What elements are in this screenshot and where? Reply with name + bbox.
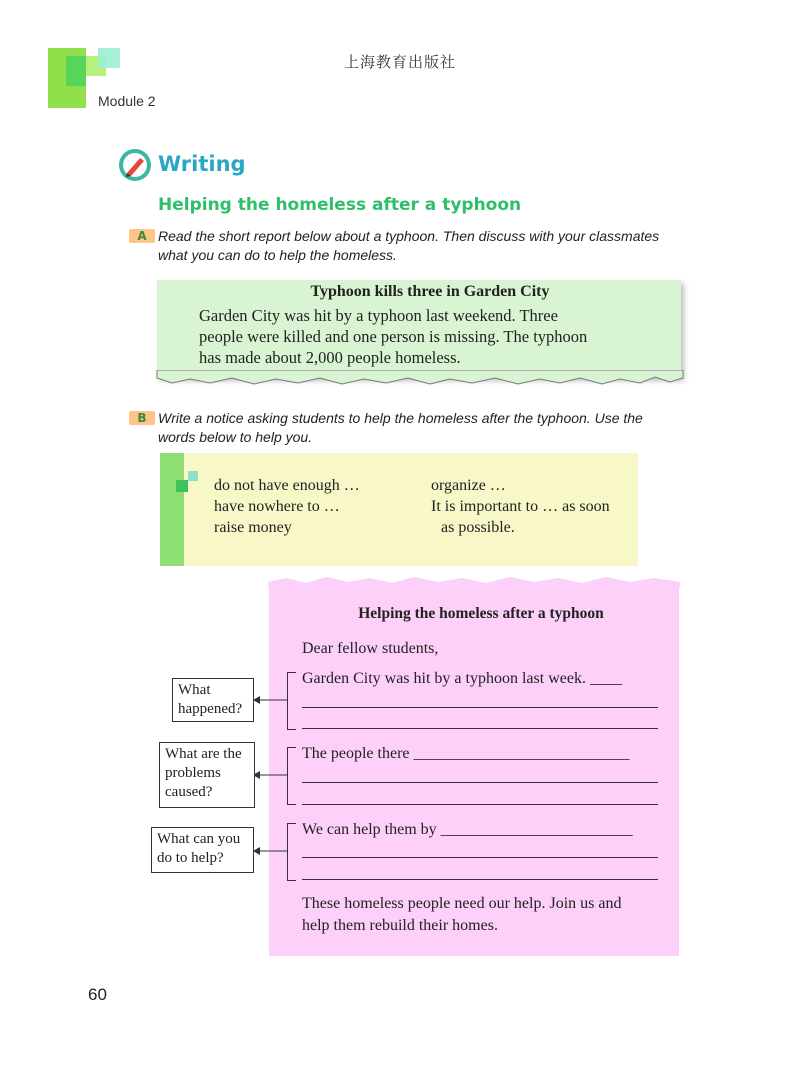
torn-edge [150, 370, 690, 388]
prompt-text: What can you [157, 831, 241, 847]
answer-blank[interactable] [302, 728, 658, 729]
pen-icon [118, 148, 152, 182]
word-item: have nowhere to … [214, 498, 340, 515]
word-item: organize … [431, 477, 506, 494]
notice-closing: help them rebuild their homes. [302, 917, 498, 934]
notice-line: We can help them by ________________________ [302, 821, 633, 838]
notice-line: The people there ___________________________ [302, 745, 630, 762]
prompt-problems [159, 742, 255, 808]
arrow-left-icon [252, 694, 292, 706]
word-bank-bar [160, 453, 184, 566]
report-line: has made about 2,000 people homeless. [199, 348, 461, 367]
word-item: do not have enough … [214, 477, 360, 494]
prompt-what-happened [172, 678, 254, 722]
notice-closing: These homeless people need our help. Join us and [302, 895, 622, 912]
notice-line: Garden City was hit by a typhoon last week. ____ [302, 670, 622, 687]
part-b-instruction-2: words below to help you. [158, 429, 313, 445]
part-a-instruction-1: Read the short report below about a typhoon. Then discuss with your classmates [158, 228, 660, 244]
prompt-text: What [178, 682, 211, 698]
arrow-left-icon [252, 769, 292, 781]
part-b-tag: B [129, 411, 155, 425]
report-title: Typhoon kills three in Garden City [310, 283, 550, 300]
report-line: people were killed and one person is missing. The typhoon [199, 327, 588, 346]
prompt-text: caused? [165, 784, 213, 800]
prompt-help [151, 827, 254, 873]
answer-blank[interactable] [302, 707, 658, 708]
notice-title: Helping the homeless after a typhoon [358, 605, 604, 622]
prompt-text: happened? [178, 701, 243, 717]
publisher-name: 上海教育出版社 [343, 53, 456, 71]
prompt-text: problems [165, 765, 221, 781]
part-a-tag: A [129, 229, 155, 243]
report-line: Garden City was hit by a typhoon last weekend. Three [199, 306, 558, 325]
answer-blank[interactable] [302, 804, 658, 805]
answer-blank[interactable] [302, 879, 658, 880]
writing-title: Writing [158, 152, 246, 176]
word-item: raise money [214, 519, 292, 536]
prompt-text: What are the [165, 746, 242, 762]
part-b-instruction-1: Write a notice asking students to help the homeless after the typhoon. Use the [158, 410, 643, 426]
section-title: Helping the homeless after a typhoon [158, 195, 522, 215]
part-a-instruction-2: what you can do to help the homeless. [158, 247, 397, 263]
word-item: as possible. [441, 519, 515, 536]
word-item: It is important to … as soon [431, 498, 610, 515]
word-bank-decoration [188, 471, 198, 481]
notice-greeting: Dear fellow students, [302, 640, 439, 657]
module-label: Module 2 [98, 93, 156, 109]
answer-blank[interactable] [302, 782, 658, 783]
page-number: 60 [88, 985, 107, 1004]
word-bank-decoration [176, 480, 188, 492]
arrow-left-icon [252, 845, 292, 857]
prompt-text: do to help? [157, 850, 224, 866]
answer-blank[interactable] [302, 857, 658, 858]
